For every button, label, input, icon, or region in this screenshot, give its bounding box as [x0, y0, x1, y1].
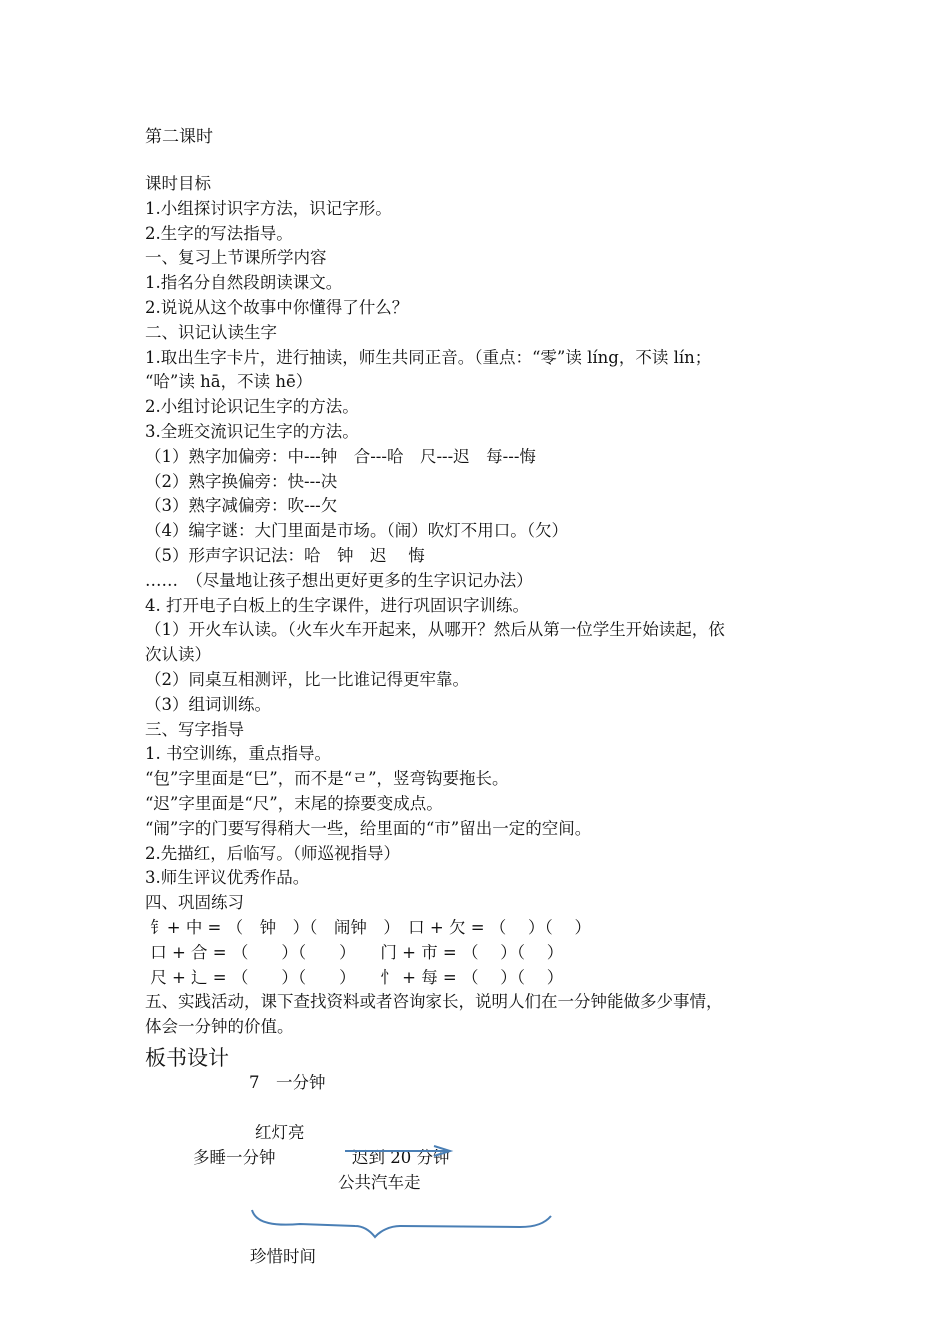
text-line: 2.先描红，后临写。（师巡视指导） — [145, 843, 400, 863]
text-line: “迟”字里面是“尺”，末尾的捺要变成点。 — [145, 793, 443, 813]
text-line: 1. 书空训练，重点指导。 — [145, 744, 331, 764]
text-line: 二、识记认读生字 — [145, 322, 277, 342]
text-line: 2.说说从这个故事中你懂得了什么？ — [145, 297, 409, 317]
text-line: 3.全班交流识记生字的方法。 — [145, 421, 359, 441]
board-bus: 公共汽车走 — [338, 1173, 421, 1192]
text-line: 2.生字的写法指导。 — [145, 223, 293, 243]
text-line: 三、写字指导 — [145, 719, 244, 739]
text-line: 1.取出生字卡片，进行抽读，师生共同正音。（重点：“零”读 líng，不读 lín； — [145, 347, 712, 367]
text-line: （1）开火车认读。（火车火车开起来，从哪开？然后从第一位学生开始读起，依 — [145, 620, 725, 640]
text-line: （5）形声字识记法：哈 钟 迟 悔 — [145, 545, 425, 565]
board-red-light: 红灯亮 — [255, 1123, 305, 1142]
board-sleep-more: 多睡一分钟 — [193, 1148, 276, 1167]
text-line: （2）熟字换偏旁：快---决 — [145, 471, 338, 491]
board-conclusion: 珍惜时间 — [250, 1247, 316, 1266]
text-line: 钅+ 中 = （ 钟 ）（ 闹钟 ） 口 + 欠 = （ ）（ ） — [145, 917, 591, 937]
text-line: “包”字里面是“巳”，而不是“ㄹ”，竖弯钩要拖长。 — [145, 769, 509, 789]
board-subtitle: 7 一分钟 — [249, 1073, 326, 1092]
text-line: （3）组词训练。 — [145, 694, 271, 714]
text-line: 一、复习上节课所学内容 — [145, 248, 327, 268]
text-line: “闹”字的门要写得稍大一些，给里面的“市”留出一定的空间。 — [145, 818, 592, 838]
text-line: 1.指名分自然段朗读课文。 — [145, 273, 343, 293]
text-line: 3.师生评议优秀作品。 — [145, 868, 310, 888]
text-line: 课时目标 — [145, 174, 211, 193]
text-line: …… （尽量地让孩子想出更好更多的生字识记办法） — [145, 570, 533, 590]
text-line: 体会一分钟的价值。 — [145, 1017, 294, 1037]
text-line: 尺 + 辶 = （ ）（ ） 忄 + 每 = （ ）（ ） — [145, 967, 564, 987]
text-line: （2）同桌互相测评，比一比谁记得更牢靠。 — [145, 669, 469, 689]
text-line: 4. 打开电子白板上的生字课件，进行巩固识字训练。 — [145, 595, 529, 615]
text-line: （3）熟字减偏旁：吹---欠 — [145, 496, 338, 516]
text-line: 次认读） — [145, 645, 211, 665]
board-late: 迟到 20 分钟 — [352, 1148, 450, 1167]
text-line: （4）编字谜：大门里面是市场。（闹）吹灯不用口。（欠） — [145, 521, 568, 541]
text-line: 口 + 合 = （ ）（ ） 门 + 市 = （ ）（ ） — [145, 942, 564, 962]
board-design-title: 板书设计 — [145, 1046, 229, 1070]
text-line: 四、巩固练习 — [145, 893, 244, 913]
text-line: （1）熟字加偏旁：中---钟 合---哈 尺---迟 每---悔 — [145, 446, 536, 466]
board-brace — [252, 1210, 551, 1237]
text-line: 1.小组探讨识字方法，识记字形。 — [145, 198, 392, 218]
lesson-title: 第二课时 — [145, 127, 213, 147]
text-line: 2.小组讨论识记生字的方法。 — [145, 397, 359, 417]
text-line: “哈”读 hā，不读 hē） — [145, 372, 313, 392]
text-line: 五、实践活动，课下查找资料或者咨询家长，说明人们在一分钟能做多少事情， — [145, 992, 723, 1012]
